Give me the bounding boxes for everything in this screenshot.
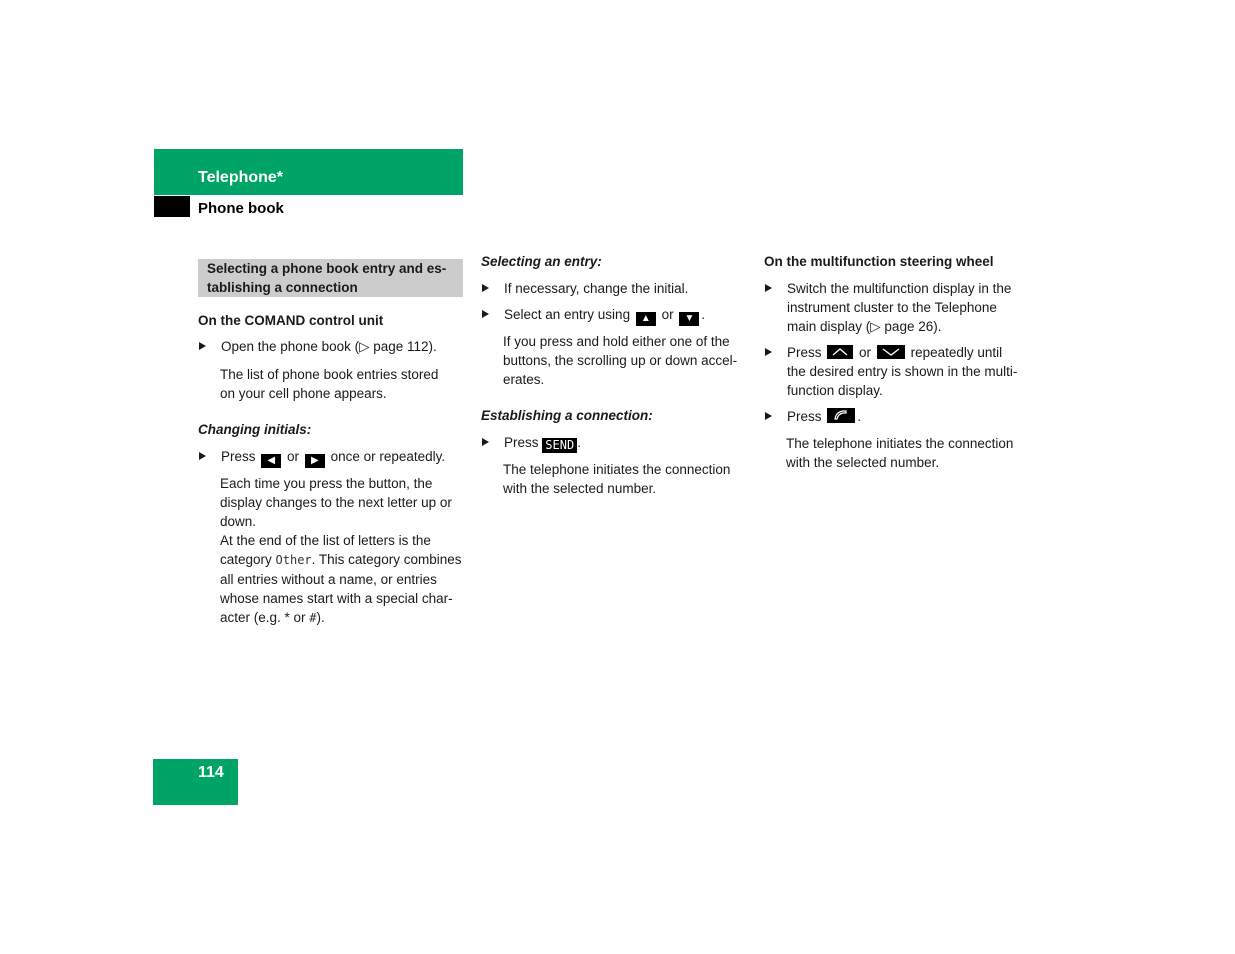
scroll-up-key-icon [827,345,853,359]
down-key-icon: ▼ [679,312,699,326]
paragraph: The list of phone book entries stored on your cell phone appears. [220,367,439,401]
page-ref-arrow-icon: ▷ [359,339,370,354]
steering-wheel-heading: On the multifunction steering wheel [764,254,994,269]
bullet-icon [765,348,772,356]
topic-box [198,259,463,297]
paragraph: The telephone initiates the connection with the selected number. [786,436,1014,470]
send-key-icon: SEND [542,438,577,453]
phone-send-key-icon [827,408,855,423]
bullet-icon [199,342,206,350]
page-number: 114 [198,764,224,781]
scroll-down-key-icon [877,345,905,359]
bullet-icon [482,310,489,318]
changing-initials-heading: Changing initials: [198,422,312,437]
page-number-box [153,759,238,805]
comand-heading: On the COMAND control unit [198,313,384,328]
page-ref-arrow-icon: ▷ [870,319,881,334]
subsection-title: Phone book [198,200,284,217]
bullet-icon [482,438,489,446]
topic-title: Selecting a phone book entry and es- tablishing a connection [207,261,447,295]
paragraph: The telephone initiates the connection with the selected number. [503,462,731,496]
section-title: Telephone* [198,169,284,186]
bullet-icon [482,284,489,292]
selecting-entry-heading: Selecting an entry: [481,254,602,269]
bullet-icon [765,284,772,292]
bullet-icon [765,412,772,420]
hash-symbol: # [309,611,317,625]
paragraph: Each time you press the button, the display changes to the next letter up or down. At the end of the list of letters is the category Other. This category combines all entries without a name, or entries whose names start with a special char- acter (e.g. * or #). [220,476,462,625]
bullet-icon [199,452,206,460]
category-other-label: Other [275,553,312,567]
establishing-connection-heading: Establishing a connection: [481,408,653,423]
subsection-marker [154,196,190,217]
paragraph: If you press and hold either one of the buttons, the scrolling up or down accel- erates. [503,334,738,387]
right-key-icon: ▶ [305,454,325,468]
left-key-icon: ◀ [261,454,281,468]
up-key-icon: ▲ [636,312,656,326]
